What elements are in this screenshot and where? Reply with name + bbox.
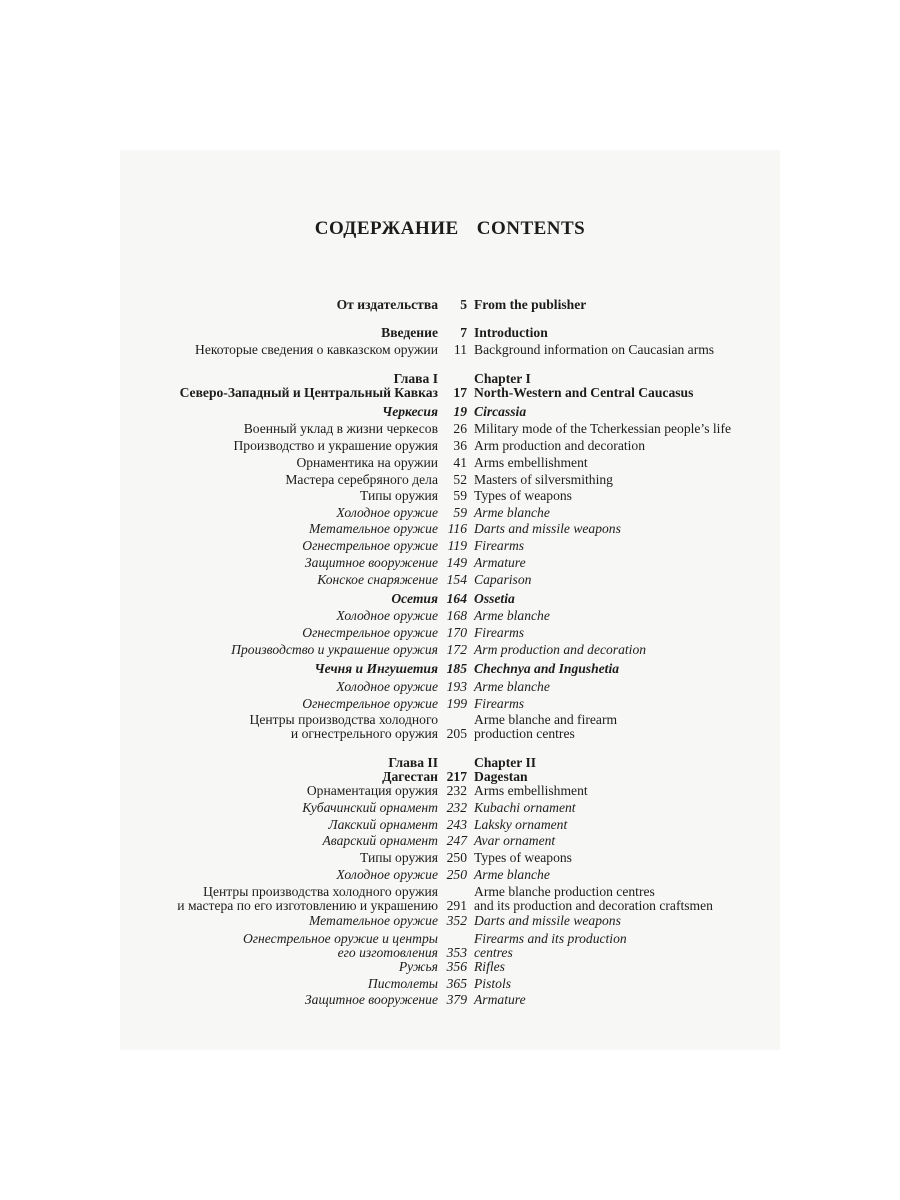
toc-entry-page: 116	[447, 521, 467, 536]
toc-entry-russian: Глава I	[393, 371, 438, 386]
toc-entry-english: Firearms	[474, 538, 525, 553]
toc-entry-english: Laksky ornament	[474, 817, 568, 832]
toc-entry-russian: Лакский орнамент	[328, 817, 438, 832]
toc-entry-russian: Глава II	[388, 755, 438, 770]
toc-entry-english: Background information on Caucasian arms	[474, 342, 715, 357]
toc-entry-russian: Центры производства холодного	[249, 712, 438, 727]
toc-entry-english: Arme blanche	[474, 679, 550, 694]
toc-entry-english: Arms embellishment	[474, 455, 588, 470]
toc-entry-page: 353	[446, 945, 467, 960]
toc-entry-english: centres	[474, 945, 513, 960]
toc-entry-english: North-Western and Central Caucasus	[474, 385, 694, 400]
toc-entry-russian: Чечня и Ингушетия	[314, 661, 438, 676]
toc-entry-russian: и мастера по его изготовлению и украшению	[177, 898, 438, 913]
toc-entry-english: From the publisher	[474, 297, 587, 312]
toc-entry-english: Masters of silversmithing	[474, 472, 613, 487]
toc-entry-english: Darts and missile weapons	[474, 521, 621, 536]
toc-entry-page: 41	[453, 455, 467, 470]
toc-entry-english: Arme blanche production centres	[474, 884, 655, 899]
toc-entry-page: 352	[446, 913, 467, 928]
toc-entry-english: Rifles	[474, 959, 505, 974]
toc-entry-english: Military mode of the Tcherkessian people’s life	[474, 421, 732, 436]
toc-entry-russian: Производство и украшение оружия	[233, 438, 438, 453]
toc-entry-russian: Аварский орнамент	[322, 833, 438, 848]
title-ru: СОДЕРЖАНИЕ	[314, 218, 459, 239]
toc-entry-page: 7	[460, 325, 467, 340]
toc-entry-english: Arme blanche	[474, 608, 550, 623]
toc-entry-page: 170	[446, 625, 467, 640]
toc-entry-page: 172	[446, 642, 467, 657]
toc-entry-russian: Огнестрельное оружие	[302, 625, 438, 640]
toc-entry-english: and its production and decoration craftsmen	[474, 898, 713, 913]
toc-entry-russian: Дагестан	[382, 769, 438, 784]
toc-entry-english: Ossetia	[474, 591, 515, 606]
toc-entry-russian: Холодное оружие	[336, 679, 438, 694]
toc-entry-english: Chapter II	[474, 755, 537, 770]
toc-entry-russian: Мастера серебряного дела	[285, 472, 438, 487]
toc-entry-russian: Огнестрельное оружие	[302, 538, 438, 553]
toc-entry-russian: Огнестрельное оружие и центры	[242, 931, 438, 946]
toc-entry-page: 164	[446, 591, 467, 606]
toc-entry-page: 26	[453, 421, 467, 436]
toc-entry-russian: Производство и украшение оружия	[231, 642, 438, 657]
toc-entry-english: Armature	[474, 555, 526, 570]
toc-entry-russian: Метательное оружие	[309, 521, 438, 536]
toc-entry-english: Chechnya and Ingushetia	[474, 661, 620, 676]
toc-entry-russian: Метательное оружие	[309, 913, 438, 928]
toc-entry-english: production centres	[474, 726, 575, 741]
toc-entry-page: 243	[446, 817, 467, 832]
toc-entry-page: 193	[446, 679, 467, 694]
toc-entry-english: Firearms	[474, 696, 525, 711]
toc-entry-english: Kubachi ornament	[474, 800, 576, 815]
toc-entry-english: Circassia	[474, 404, 527, 419]
toc-entry-russian: Холодное оружие	[336, 608, 438, 623]
toc-entry-page: 52	[453, 472, 467, 487]
toc-entry-russian: Военный уклад в жизни черкесов	[243, 421, 438, 436]
toc-entry-english: Chapter I	[474, 371, 531, 386]
toc-entry-english: Arme blanche	[474, 505, 550, 520]
toc-entry-russian: его изготовления	[337, 945, 438, 960]
toc-entry-russian: Осетия	[391, 591, 438, 606]
title-en: CONTENTS	[476, 218, 586, 239]
toc-entry-russian: Холодное оружие	[336, 867, 438, 882]
toc-entry-russian: Пистолеты	[367, 976, 438, 991]
toc-entry-russian: Черкесия	[382, 404, 438, 419]
toc-entry-english: Arm production and decoration	[474, 438, 646, 453]
toc-entry-russian: Введение	[381, 325, 438, 340]
toc-entry-russian: Ружья	[398, 959, 438, 974]
toc-entry-russian: От издательства	[336, 297, 438, 312]
toc-entry-russian: Защитное вооружение	[304, 992, 438, 1007]
toc-entry-russian: Северо-Западный и Центральный Кавказ	[179, 385, 438, 400]
toc-entry-english: Arme blanche	[474, 867, 550, 882]
toc-entry-page: 36	[453, 438, 467, 453]
toc-entry-page: 17	[453, 385, 467, 400]
toc-entry-russian: Типы оружия	[360, 850, 438, 865]
toc-entry-page: 5	[460, 297, 467, 312]
toc-entry-page: 356	[446, 959, 467, 974]
toc-entry-page: 199	[446, 696, 467, 711]
toc-entry-english: Introduction	[474, 325, 548, 340]
toc-entry-page: 250	[446, 867, 467, 882]
toc-entry-page: 250	[446, 850, 467, 865]
toc-entry-russian: Орнаментация оружия	[306, 783, 438, 798]
toc-entry-page: 59	[453, 505, 467, 520]
toc-entry-russian: Холодное оружие	[336, 505, 438, 520]
toc-entry-english: Darts and missile weapons	[474, 913, 621, 928]
toc-entry-page: 149	[446, 555, 467, 570]
toc-entry-page: 59	[453, 488, 467, 503]
toc-entry-english: Types of weapons	[474, 488, 572, 503]
toc-entry-english: Armature	[474, 992, 526, 1007]
toc-entry-russian: Конское снаряжение	[317, 572, 438, 587]
toc-entry-russian: и огнестрельного оружия	[290, 726, 438, 741]
toc-entry-page: 291	[446, 898, 467, 913]
toc-entry-page: 365	[446, 976, 467, 991]
toc-entry-page: 11	[453, 342, 467, 357]
toc-entry-english: Dagestan	[474, 769, 528, 784]
toc-entry-page: 217	[446, 769, 467, 784]
toc-entry-page: 232	[446, 783, 467, 798]
toc-entry-page: 19	[453, 404, 467, 419]
toc-entry-english: Arm production and decoration	[474, 642, 647, 657]
page-title	[0, 218, 900, 240]
toc-entry-page: 247	[446, 833, 467, 848]
toc-entry-page: 154	[446, 572, 467, 587]
toc-entry-english: Caparison	[474, 572, 532, 587]
toc-entry-page: 185	[446, 661, 467, 676]
toc-entry-russian: Типы оружия	[360, 488, 438, 503]
toc-entry-page: 205	[446, 726, 467, 741]
toc-entry-english: Arme blanche and firearm	[474, 712, 618, 727]
toc-entry-russian: Защитное вооружение	[304, 555, 438, 570]
toc-entry-page: 119	[447, 538, 467, 553]
toc-entry-english: Types of weapons	[474, 850, 572, 865]
toc-entry-english: Avar ornament	[474, 833, 556, 848]
toc-entry-english: Pistols	[474, 976, 512, 991]
toc-entry-english: Firearms	[474, 625, 525, 640]
toc-entry-russian: Огнестрельное оружие	[302, 696, 438, 711]
toc-entry-page: 379	[446, 992, 467, 1007]
toc-entry-page: 168	[446, 608, 467, 623]
toc-entry-russian: Орнаментика на оружии	[296, 455, 438, 470]
toc-entry-russian: Кубачинский орнамент	[302, 800, 438, 815]
toc-entry-english: Firearms and its production	[474, 931, 627, 946]
toc-entry-russian: Некоторые сведения о кавказском оружии	[195, 342, 438, 357]
toc-entry-page: 232	[446, 800, 467, 815]
toc-entry-english: Arms embellishment	[474, 783, 588, 798]
toc-entry-russian: Центры производства холодного оружия	[203, 884, 438, 899]
